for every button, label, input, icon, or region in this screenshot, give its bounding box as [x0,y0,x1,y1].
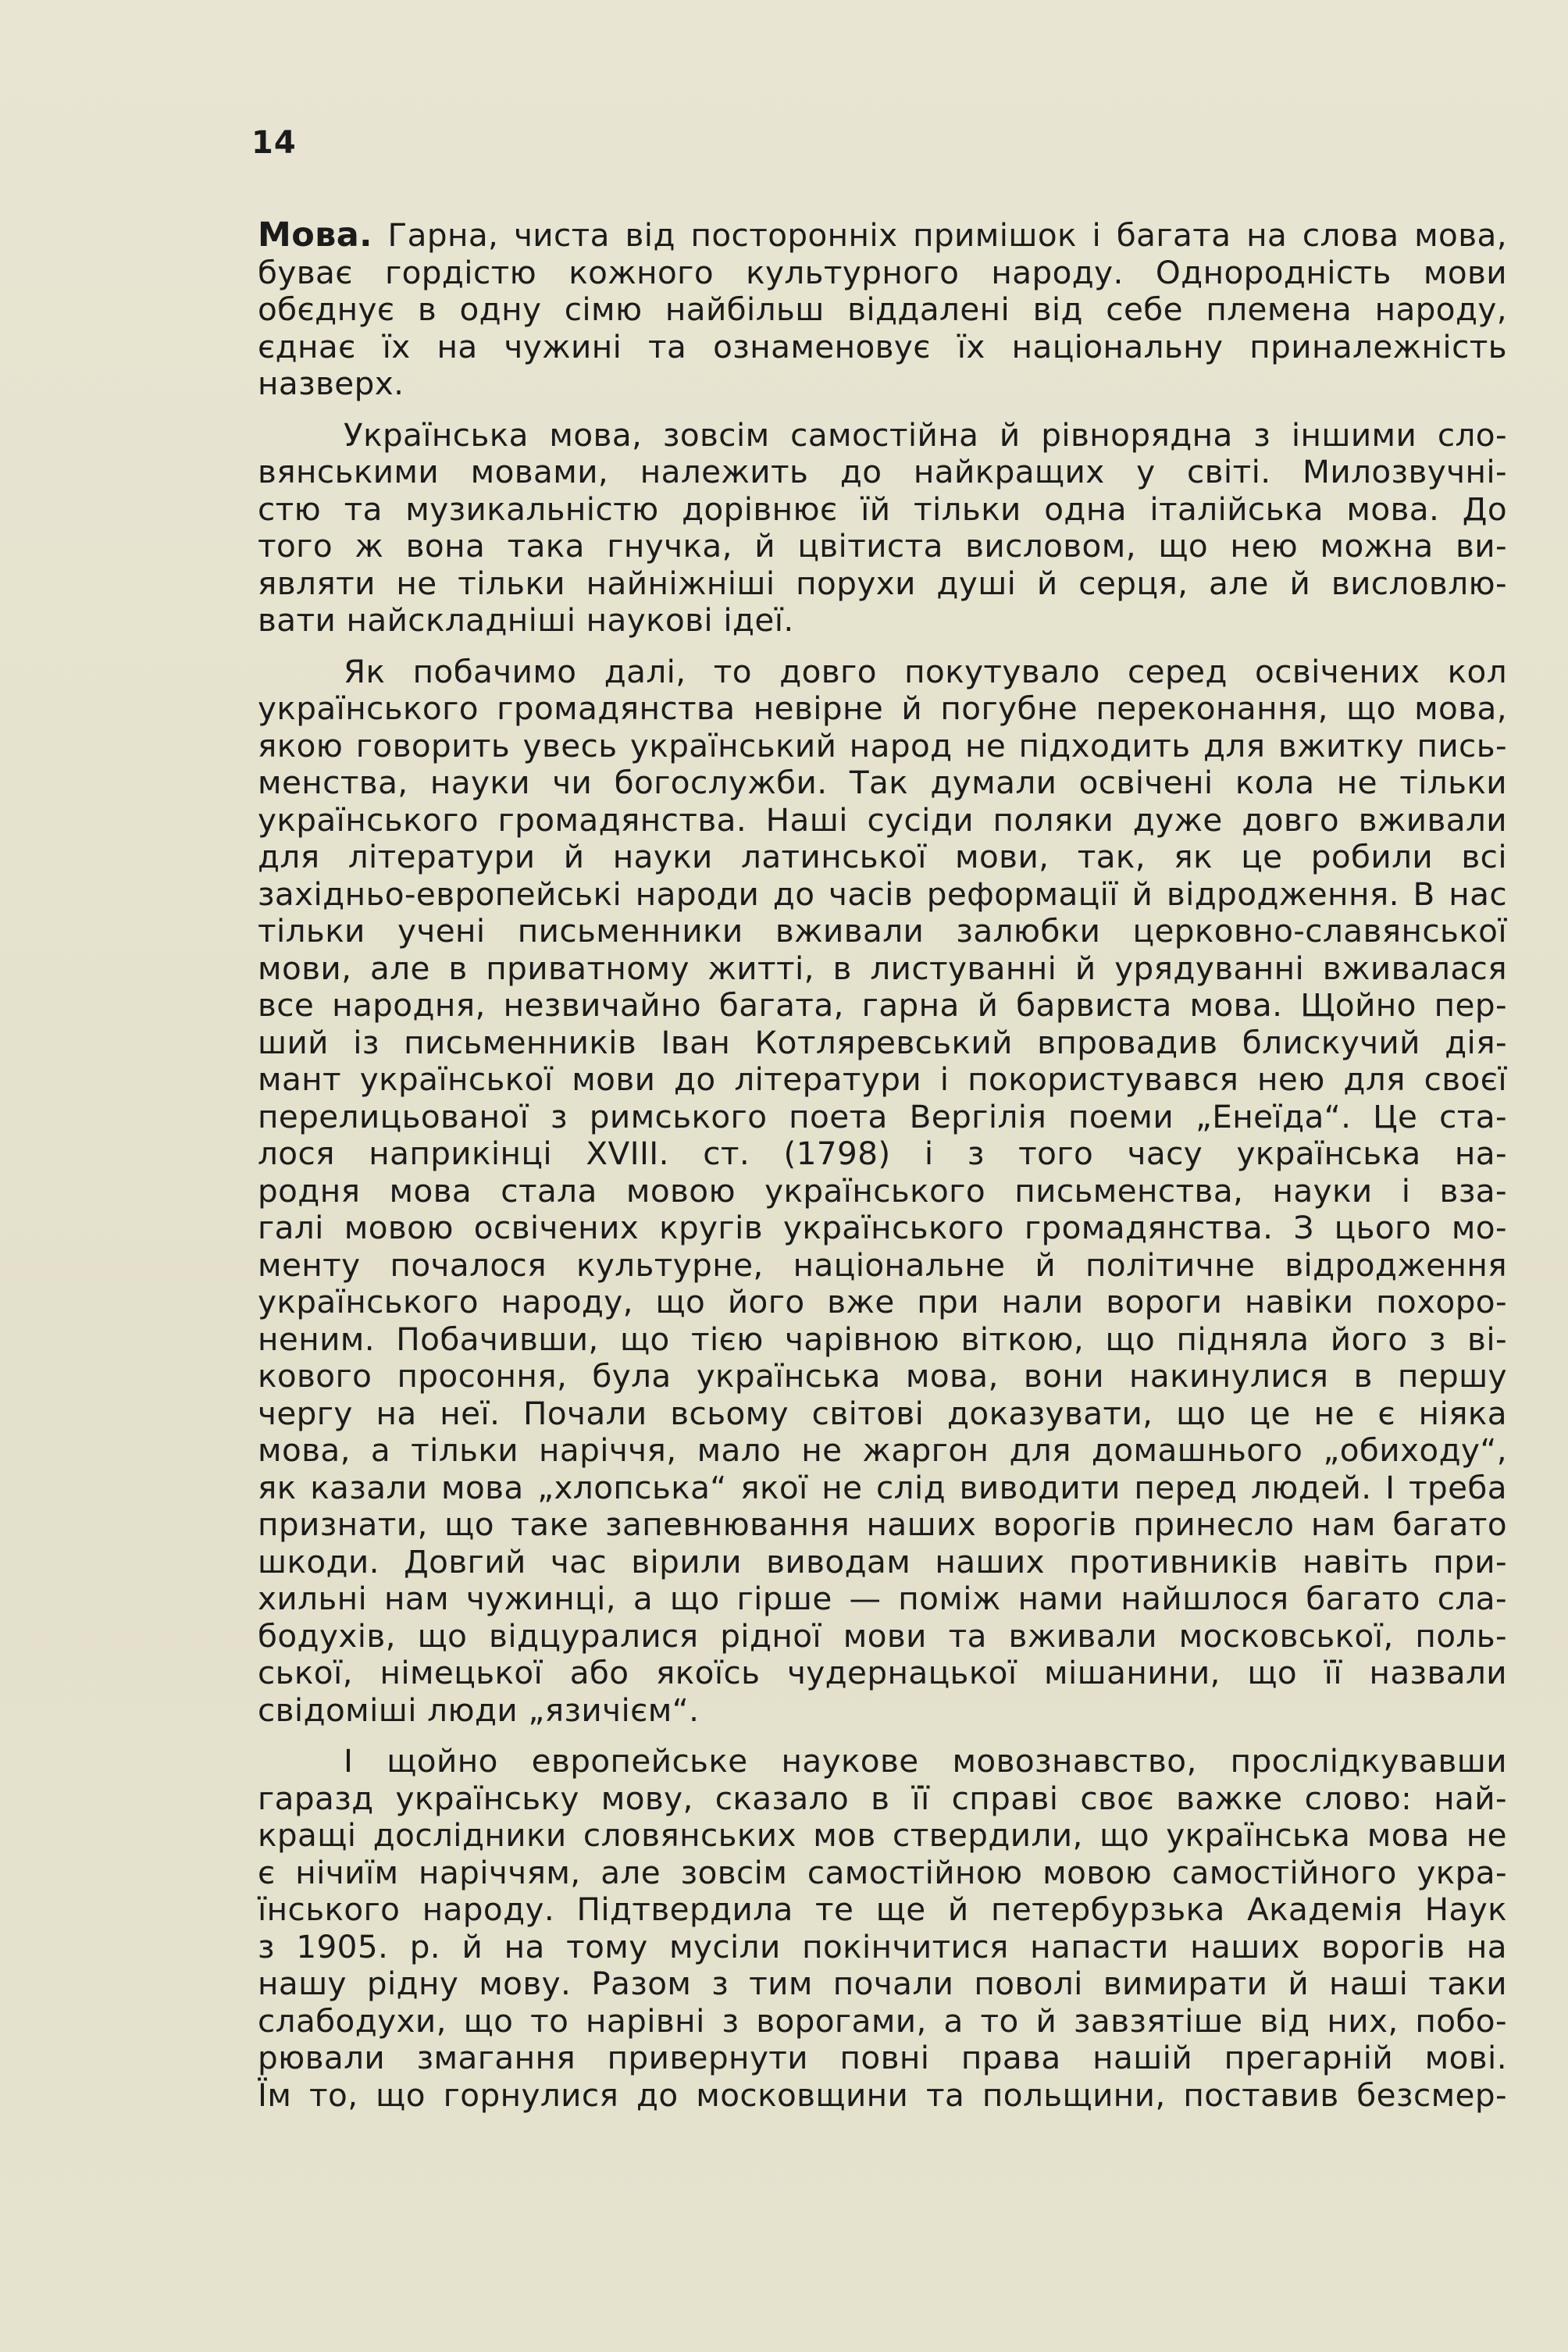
text-line: для літератури й науки латинської мови, так, як це робили всі [258,838,1507,875]
paragraph-2 [258,417,1507,640]
text-line: вати найскладніші наукові ідеї. [258,601,794,639]
paragraph-4 [258,1743,1507,2114]
text-line: назверх. [258,365,404,402]
text-line: І щойно европейське наукове мовознавство, прослідкувавши [344,1742,1507,1780]
paragraph-gap [258,640,1507,654]
text-line: Їм то, що горнулися до московщини та польщини, поставив безсмер- [258,2076,1507,2114]
text-line: західньо-европейські народи до часів реформації й відродження. В нас [258,875,1507,913]
text-line: чергу на неї. Почали всьому світові доказувати, що це не є ніяка [258,1394,1507,1432]
text-line: якою говорить увесь український народ не підходить для вжитку пись- [258,726,1507,764]
paragraph-1 [258,217,1507,403]
text-line: ший із письменників Іван Котляревський впровадив блискучий дія- [258,1023,1507,1061]
text-line: обєднує в одну сімю найбільш віддалені від себе племена народу, [258,290,1507,328]
text-line: українського громадянства. Наші сусіди поляки дуже довго вживали [258,800,1507,839]
text-line: бодухів, що відцуралися рідної мови та вживали московської, поль- [258,1616,1507,1655]
text-line: як казали мова „хлопська“ якої не слід виводити перед людей. І треба [258,1468,1507,1506]
text-line: являти не тільки найніжніші порухи душі й серця, але й висловлю- [258,564,1507,602]
text-line: менства, науки чи богослужби. Так думали освічені кола не тільки [258,764,1507,801]
paragraph-gap [258,403,1507,417]
text-line: тільки учені письменники вживали залюбки церковно-славянської [258,912,1507,950]
text-line: слабодухи, що то нарівні з ворогами, а то й завзятіше від них, побо- [258,2001,1507,2040]
text-line: галі мовою освічених кругів українського громадянства. З цього мо- [258,1209,1507,1246]
text-line: родня мова стала мовою українського письменства, науки і вза- [258,1171,1507,1210]
text-line: свідоміші люди „язичієм“. [258,1691,700,1729]
text-line: Українська мова, зовсім самостійна й рівнорядна з іншими сло- [344,415,1507,454]
text-line: Як побачимо далі, то довго покутувало серед освічених кол [344,652,1507,690]
text-line: українського народу, що його вже при нали вороги навіки похоро- [258,1283,1507,1320]
text-line: буває гордістю кожного культурного народу. Однородність мови [258,253,1507,291]
text-line: мови, але в приватному житті, в листуванні й урядуванні вживалася [258,949,1507,987]
text-line: кового просоння, була українська мова, вони накинулися в першу [258,1357,1507,1395]
text-line: стю та музикальністю дорівнює їй тільки одна італійська мова. До [258,490,1507,528]
text-line: українського громадянства невірне й погубне переконання, що мова, [258,690,1507,727]
text-line: мова, а тільки наріччя, мало не жаргон для домашнього „обиходу“, [258,1431,1507,1469]
text-line: вянськими мовами, належить до найкращих у світі. Милозвучні- [258,453,1507,490]
text-line: все народня, незвичайно багата, гарна й барвиста мова. Щойно пер- [258,986,1507,1024]
text-line: менту почалося культурне, національне й політичне відродження [258,1245,1507,1284]
text-line: їнського народу. Підтвердила те ще й петербурзька Академія Наук [258,1891,1507,1928]
text-line: з 1905. р. й на тому мусіли покінчитися напасти наших ворогів на [258,1927,1507,1965]
text-line: хильні нам чужинці, а що гірше — поміж нами найшлося багато сла- [258,1580,1507,1617]
text-line: гаразд українську мову, сказало в її справі своє важке слово: най- [258,1779,1507,1817]
text-line: того ж вона така гнучка, й цвітиста висловом, що нею можна ви- [258,527,1507,565]
text-line: нашу рідну мову. Разом з тим почали поволі вимирати й наші таки [258,1965,1507,2002]
text-line: кращі дослідники словянських мов ствердили, що українська мова не [258,1816,1507,1854]
text-line: мант української мови до літератури і покористувався нею для своєї [258,1060,1507,1098]
text-line: ської, німецької або якоїсь чудернацької мішанини, що її назвали [258,1654,1507,1691]
paragraph-3 [258,654,1507,1730]
section-term: Мова. [258,216,372,255]
text-line: лося наприкінці XVIII. ст. (1798) і з того часу українська на- [258,1135,1507,1172]
text-line: неним. Побачивши, що тією чарівною віткою, що підняла його з ві- [258,1320,1507,1358]
page-number: 14 [251,125,297,161]
text-line: єднає їх на чужині та ознаменовує їх національну приналежність [258,327,1507,365]
text-line: признати, що таке запевнювання наших ворогів принесло нам багато [258,1506,1507,1543]
text-line: шкоди. Довгий час вірили виводам наших противників навіть при- [258,1542,1507,1580]
paragraph-gap [258,1729,1507,1743]
text-line: Мова. Гарна, чиста від посторонніх примішок і багата на слова мова, [258,216,1507,255]
text-body [258,217,1507,2114]
text-line: є нічиїм наріччям, але зовсім самостійною мовою самостійного укра- [258,1853,1507,1891]
text-line: рювали змагання привернути повні права нашій прегарній мові. [258,2039,1507,2076]
text-line: перелицьованої з римського поета Вергілія поеми „Енеїда“. Це ста- [258,1097,1507,1135]
